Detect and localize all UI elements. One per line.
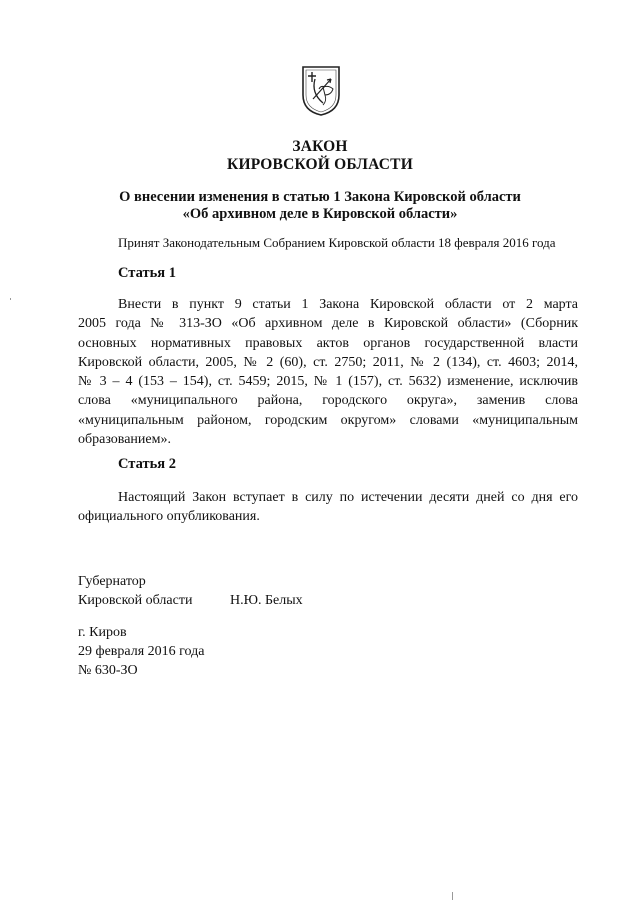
text-line: образованием». [78,432,171,448]
text-line: 2005 года № 313-ЗО «Об архивном деле в Кировской области» (Сборник [78,316,578,332]
article-1-text [78,295,578,449]
signatory-name: Н.Ю. Белых [230,593,303,608]
signing-city: г. Киров [78,625,127,640]
scan-speck [452,892,453,900]
article-2-text [78,488,578,527]
law-number: № 630-ЗО [78,663,138,678]
text-line: слова «муниципального района, городского округа», заменив слова [78,393,578,409]
text-line: основных нормативных правовых актов органов государственной власти [78,335,578,351]
adoption-note: Принят Законодательным Собранием Кировской области 18 февраля 2016 года [118,235,556,250]
law-title: ЗАКОН [292,138,348,155]
law-subject-line-1: О внесении изменения в статью 1 Закона Кировской области [119,189,521,205]
kirov-oblast-coat-of-arms-icon [301,65,341,117]
law-subject-line-2: «Об архивном деле в Кировской области» [182,206,458,222]
law-region-title: КИРОВСКОЙ ОБЛАСТИ [227,156,413,173]
text-line: Кировской области, 2005, № 2 (60), ст. 2750; 2011, № 2 (134), ст. 4603; 2014, [78,354,578,370]
article-1-heading: Статья 1 [118,265,176,281]
scan-speck [10,298,11,300]
text-line: Настоящий Закон вступает в силу по истечении десяти дней со дня его [118,490,578,505]
text-line: Внести в пункт 9 статьи 1 Закона Кировской области от 2 марта [118,297,578,312]
text-line: официального опубликования. [78,509,260,525]
signatory-position-line-2: Кировской области [78,593,193,608]
article-2-heading: Статья 2 [118,456,176,472]
text-line: «муниципальным районом, городским округом» словами «муниципальным [78,412,578,428]
signing-date: 29 февраля 2016 года [78,644,205,659]
signatory-position-line-1: Губернатор [78,574,146,589]
text-line: № 3 – 4 (153 – 154), ст. 5459; 2015, № 1 (157), ст. 5632) изменение, исключив [78,374,578,390]
